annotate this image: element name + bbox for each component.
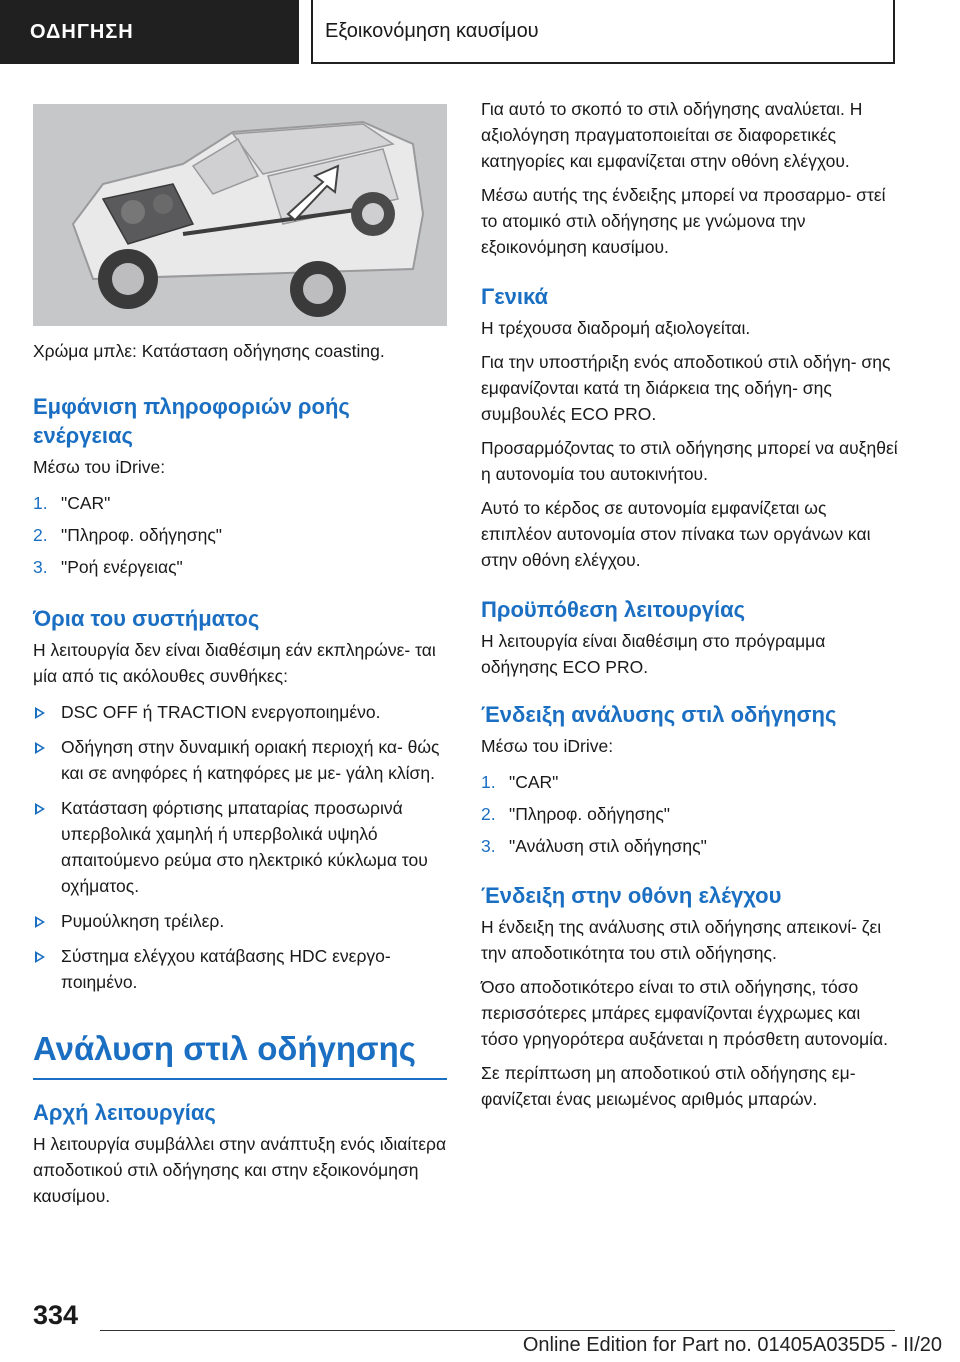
step-number: 2. [33,525,48,545]
list-item [33,795,447,899]
general-p1: Η τρέχουσα διαδρομή αξιολογείται. [481,318,751,338]
general-heading: Γενικά [481,284,549,309]
step-text: "Ροή ενέργειας" [61,557,183,577]
right-para-2: Μέσω αυτής της ένδειξης μπορεί να προσαρμο‐ στεί το ατομικό στιλ οδήγησης με γνώμονα την εξοικονόμηση καυσίμου. [481,185,886,257]
limits-heading: Όρια του συστήματος [33,606,260,631]
screen-heading: Ένδειξη στην οθόνη ελέγχου [481,883,782,908]
figure-caption: Χρώμα μπλε: Κατάσταση οδήγησης coasting. [33,341,385,361]
list-item [481,833,901,859]
page-number: 334 [33,1300,79,1330]
triangle-bullet-icon [35,951,45,963]
triangle-bullet-icon [35,916,45,928]
general-p2: Για την υποστήριξη ενός αποδοτικού στιλ οδήγη‐ σης εμφανίζονται κατά τη διάρκεια της οδήγη‐ σης συμβουλές ECO PRO. [481,352,891,424]
section-tab [0,0,299,64]
screen-p2: Όσο αποδοτικότερο είναι το στιλ οδήγησης, τόσο περισσότερες μπάρες εμφανίζονται έγχρωμες και τόσο γρηγορότερα αυξάνεται η πρόσθετη αυτονομία. [481,977,889,1049]
chapter-tab [311,0,895,64]
general-p4: Αυτό το κέρδος σε αυτονομία εμφανίζεται ως επιπλέον αυτονομία στον πίνακα των οργάνων και στην οθόνη ελέγχου. [481,498,871,570]
vehicle-illustration [33,104,447,326]
list-item [481,769,901,795]
list-item [33,734,447,786]
list-item [33,943,447,995]
list-item [33,699,447,725]
display-heading: Ένδειξη ανάλυσης στιλ οδήγησης [481,702,837,727]
step-number: 3. [481,836,496,856]
bullet-text: Σύστημα ελέγχου κατάβασης HDC ενεργο‐ ποιημένο. [61,946,391,992]
screen-p3: Σε περίπτωση μη αποδοτικού στιλ οδήγησης εμ‐ φανίζεται ένας μειωμένος αριθμός μπαρών. [481,1063,856,1109]
principle-heading: Αρχή λειτουργίας [33,1100,216,1125]
car-cutaway-drawing [33,104,447,326]
prereq-heading: Προϋπόθεση λειτουργίας [481,597,746,622]
prereq-text: Η λειτουργία είναι διαθέσιμη στο πρόγραμμα οδήγησης ECO PRO. [481,631,826,677]
bullet-text: Ρυμούλκηση τρέιλερ. [61,911,225,931]
bullet-text: DSC OFF ή TRACTION ενεργοποιημένο. [61,702,381,722]
list-item [33,908,447,934]
edition-note: Online Edition for Part no. 01405A035D5 - II/20 [522,1334,942,1356]
triangle-bullet-icon [35,803,45,815]
analysis-heading: Ανάλυση στιλ οδήγησης [33,1028,447,1080]
chapter-title: Εξοικονόμηση καυσίμου [325,19,539,42]
step-text: "Πληροφ. οδήγησης" [509,804,670,824]
step-text: "Ανάλυση στιλ οδήγησης" [509,836,707,856]
limits-list [33,699,447,995]
screen-p1: Η ένδειξη της ανάλυσης στιλ οδήγησης απεικονί‐ ζει την αποδοτικότητα του στιλ οδήγησης. [481,917,882,963]
energy-flow-steps [33,490,447,580]
section-title: ΟΔΗΓΗΣΗ [30,20,134,43]
list-item [33,522,447,548]
energy-flow-heading: Εμφάνιση πληροφοριών ροής ενέργειας [33,394,350,448]
general-p3: Προσαρμόζοντας το στιλ οδήγησης μπορεί να αυξηθεί η αυτονομία του αυτοκινήτου. [481,438,898,484]
step-number: 3. [33,557,48,577]
right-para-1: Για αυτό το σκοπό το στιλ οδήγησης αναλύεται. Η αξιολόγηση πραγματοποιείται σε διαφορετικές κατηγορίες και εμφανίζεται στην οθόνη ελέγχου. [481,99,863,171]
limits-intro: Η λειτουργία δεν είναι διαθέσιμη εάν εκπληρώνε‐ ται μία από τις ακόλουθες συνθήκες: [33,640,436,686]
right-column [481,96,901,1112]
step-text: "CAR" [509,772,559,792]
bullet-text: Κατάσταση φόρτισης μπαταρίας προσωρινά υπερβολικά χαμηλή ή υπερβολικά υψηλό απαιτούμενο ρεύμα στο ηλεκτρικό κύκλωμα του οχήματος. [61,798,428,896]
principle-text: Η λειτουργία συμβάλλει στην ανάπτυξη ενός ιδιαίτερα αποδοτικού στιλ οδήγησης και στην εξοικονόμηση καυσίμου. [33,1134,447,1206]
footer-divider [100,1330,895,1331]
list-item [33,490,447,516]
left-column [33,104,447,1209]
energy-flow-intro: Μέσω του iDrive: [33,457,166,477]
step-text: "CAR" [61,493,111,513]
triangle-bullet-icon [35,742,45,754]
triangle-bullet-icon [35,707,45,719]
step-text: "Πληροφ. οδήγησης" [61,525,222,545]
list-item [481,801,901,827]
step-number: 2. [481,804,496,824]
step-number: 1. [33,493,48,513]
display-intro: Μέσω του iDrive: [481,736,614,756]
display-steps [481,769,901,859]
bullet-text: Οδήγηση στην δυναμική οριακή περιοχή κα‐ θώς και σε ανηφόρες ή κατηφόρες με με‐ γάλη κλίση. [61,737,440,783]
list-item [33,554,447,580]
step-number: 1. [481,772,496,792]
